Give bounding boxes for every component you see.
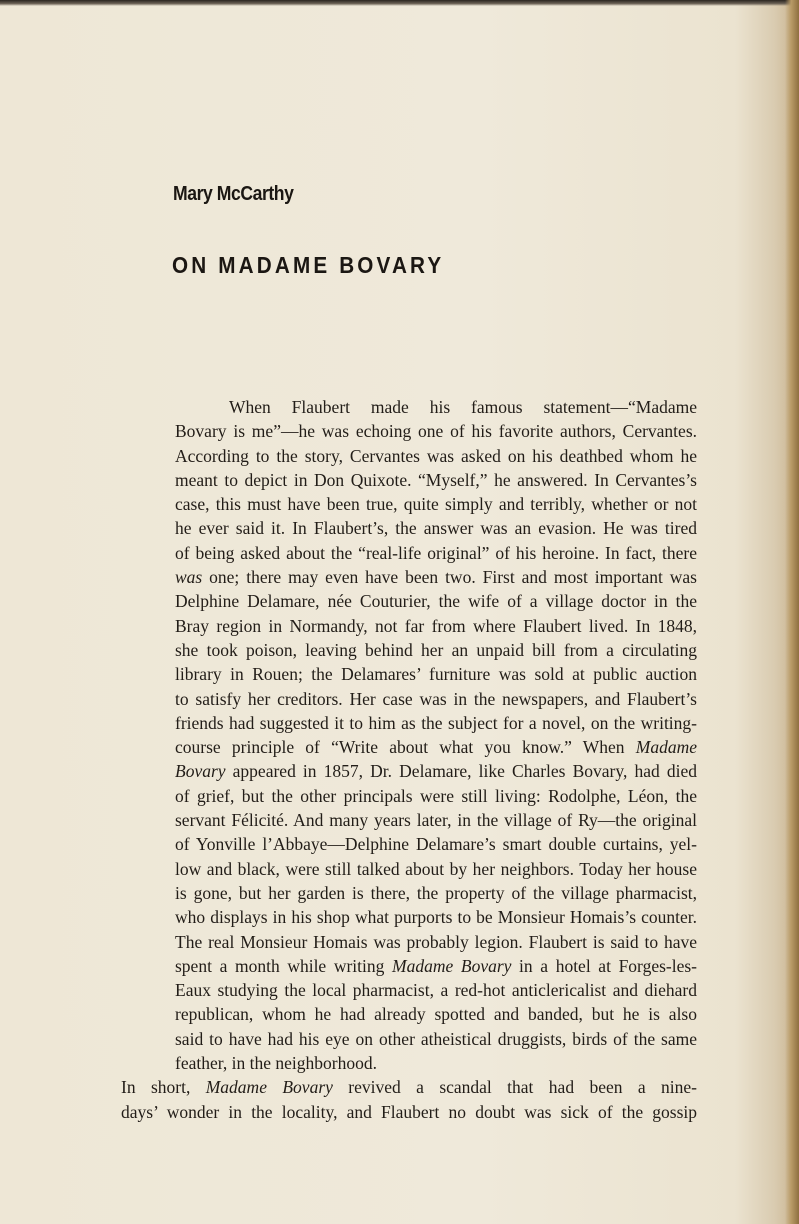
text-line: Bovary is me”—he was echoing one of his favorite authors, Cervantes. [175,421,697,442]
text-line: case, this must have been true, quite simply and terribly, whether or not [175,494,697,515]
text-line: of grief, but the other principals were still living: Rodolphe, Léon, the [175,785,697,806]
page-top-edge [0,0,799,6]
text-line: who displays in his shop what purports to be Monsieur Homais’s counter. [175,907,697,928]
text-line: Bovary appeared in 1857, Dr. Delamare, like Charles Bovary, had died [175,761,697,782]
text-line: she took poison, leaving behind her an unpaid bill from a circulating [175,639,697,660]
essay-body [121,395,697,1124]
text-line: feather, in the neighborhood. [175,1053,377,1074]
text-line: spent a month while writing Madame Bovary in a hotel at Forges-les- [175,955,697,976]
essay-title: ON MADAME BOVARY [172,252,445,278]
text-line: library in Rouen; the Delamares’ furniture was sold at public auction [175,664,697,685]
page-right-edge [785,0,799,1224]
paragraph-1 [121,395,697,1075]
text-line: days’ wonder in the locality, and Flaubert no doubt was sick of the gossip [121,1101,697,1122]
text-line: of being asked about the “real-life original” of his heroine. In fact, there [175,542,697,563]
text-line: The real Monsieur Homais was probably legion. Flaubert is said to have [175,931,697,952]
text-line: Bray region in Normandy, not far from where Flaubert lived. In 1848, [175,615,697,636]
text-line: was one; there may even have been two. First and most important was [175,567,697,588]
author-name: Mary McCarthy [173,183,294,205]
text-line: republican, whom he had already spotted and banded, but he is also [175,1004,697,1025]
text-line: of Yonville l’Abbaye—Delphine Delamare’s smart double curtains, yel- [175,834,697,855]
text-line: meant to depict in Don Quixote. “Myself,” he answered. In Cervantes’s [175,469,697,490]
text-line: is gone, but her garden is there, the property of the village pharmacist, [175,882,697,903]
text-line: In short, Madame Bovary revived a scandal that had been a nine- [121,1077,698,1098]
text-line: said to have had his eye on other atheistical druggists, birds of the same [175,1028,697,1049]
text-line: low and black, were still talked about by her neighbors. Today her house [175,858,697,879]
text-line: According to the story, Cervantes was asked on his deathbed whom he [175,445,697,466]
text-line: course principle of “Write about what you know.” When Madame [175,737,697,758]
text-line: friends had suggested it to him as the subject for a novel, on the writing- [175,712,697,733]
paragraph-2 [121,1075,697,1124]
text-line: servant Félicité. And many years later, in the village of Ry—the original [175,810,697,831]
text-line: Eaux studying the local pharmacist, a red-hot anticlericalist and diehard [175,980,697,1001]
text-line: to satisfy her creditors. Her case was in the newspapers, and Flaubert’s [175,688,697,709]
text-line: Delphine Delamare, née Couturier, the wife of a village doctor in the [175,591,697,612]
text-line: he ever said it. In Flaubert’s, the answer was an evasion. He was tired [175,518,697,539]
text-line: When Flaubert made his famous statement—“Madame [229,397,697,417]
